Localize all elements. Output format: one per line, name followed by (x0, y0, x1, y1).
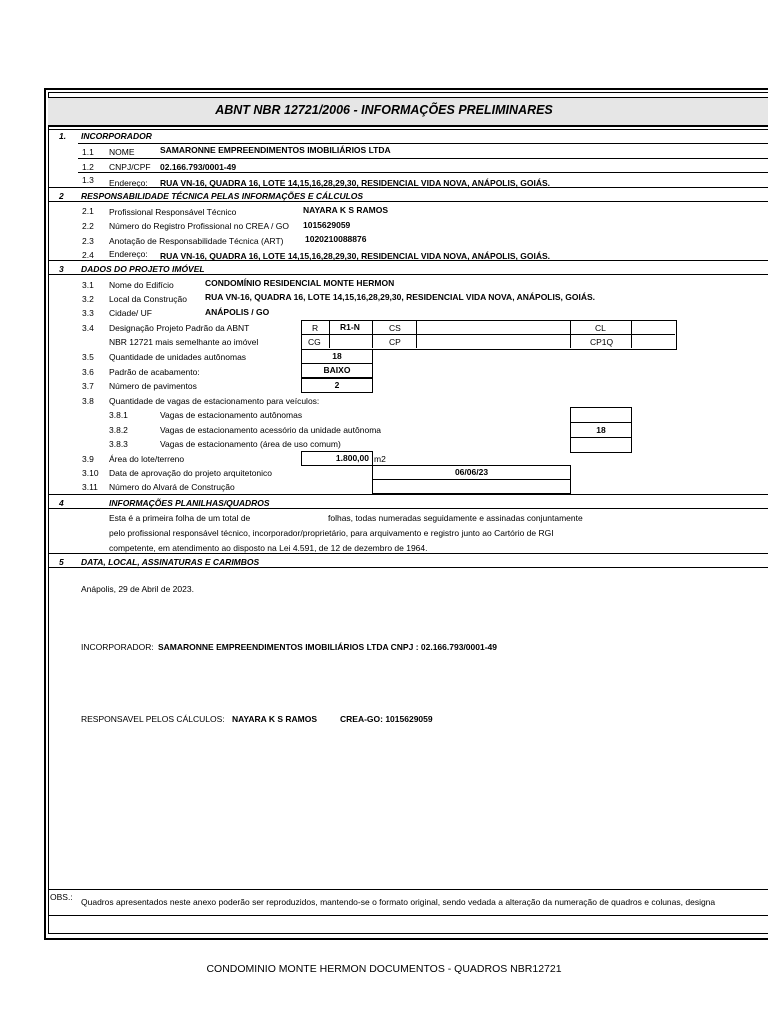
item-number: 3.8.3 (109, 439, 128, 449)
item-number: 2.2 (82, 221, 94, 231)
item-label: Número do Alvará de Construção (109, 482, 235, 492)
item-label: CNPJ/CPF (109, 162, 151, 172)
grid-line (329, 320, 330, 348)
item-number: 1.2 (82, 162, 94, 172)
item-value: RUA VN-16, QUADRA 16, LOTE 14,15,16,28,29,30, RESIDENCIAL VIDA NOVA, ANÁPOLIS, GOIÁS. (205, 292, 595, 302)
item-label: Nome do Edifício (109, 280, 174, 290)
value-box (372, 479, 571, 494)
item-label: Anotação de Responsabilidade Técnica (ART) (109, 236, 284, 246)
value-box (570, 407, 632, 423)
item-number: 2.1 (82, 206, 94, 216)
item-number: 3.1 (82, 280, 94, 290)
grid-cell-cp: CP (389, 337, 401, 347)
section-title: INFORMAÇÕES PLANILHAS/QUADROS (109, 498, 270, 508)
item-value: 06/06/23 (454, 467, 489, 477)
item-label: Número de pavimentos (109, 381, 197, 391)
divider (78, 143, 768, 144)
item-label: Número do Registro Profissional no CREA / GO (109, 221, 289, 231)
item-number: 3.6 (82, 367, 94, 377)
section-number: 5 (59, 557, 64, 567)
grid-line (372, 320, 373, 348)
item-number: 3.8 (82, 396, 94, 406)
obs-text: Quadros apresentados neste anexo poderão ser reproduzidos, mantendo-se o formato original, sendo vedada a alteração da numeração de quadros e colunas, designa (81, 897, 716, 907)
grid-line (416, 320, 417, 348)
item-label: Área do lote/terreno (109, 454, 185, 464)
item-value: CONDOMÍNIO RESIDENCIAL MONTE HERMON (205, 278, 395, 288)
item-value: 2 (334, 380, 340, 390)
divider (48, 508, 768, 509)
grid-line (631, 320, 632, 348)
section-title: RESPONSABILIDADE TÉCNICA PELAS INFORMAÇÕES E CÁLCULOS (81, 191, 364, 201)
item-label: Endereço: (109, 249, 148, 259)
text-line: competente, em atendimento ao disposto na Lei 4.591, de 12 de dezembro de 1964. (109, 543, 428, 553)
item-number: 2.3 (82, 236, 94, 246)
grid-line (570, 320, 571, 348)
item-value: 18 (332, 351, 342, 361)
item-value: 02.166.793/0001-49 (160, 162, 237, 172)
obs-label: OBS.: (50, 892, 73, 902)
item-value: RUA VN-16, QUADRA 16, LOTE 14,15,16,28,29,30, RESIDENCIAL VIDA NOVA, ANÁPOLIS, GOIÁS. (160, 178, 550, 188)
item-number: 1.1 (82, 147, 94, 157)
divider (48, 274, 768, 275)
item-value: BAIXO (323, 365, 351, 375)
divider (48, 567, 768, 568)
divider (48, 553, 768, 554)
unit-label: m2 (374, 454, 386, 464)
section-number: 4 (59, 498, 64, 508)
item-value: 1.800,00 (335, 453, 369, 463)
item-number: 3.3 (82, 308, 94, 318)
text-line: Esta é a primeira folha de um total de (109, 513, 251, 523)
date-line: Anápolis, 29 de Abril de 2023. (81, 584, 194, 594)
section-title: DATA, LOCAL, ASSINATURAS E CARIMBOS (81, 557, 260, 567)
responsavel-value: NAYARA K S RAMOS (232, 714, 318, 724)
page-footer: CONDOMINIO MONTE HERMON DOCUMENTOS - QUADROS NBR12721 (206, 963, 562, 975)
grid-cell-cl: CL (595, 323, 606, 333)
item-label: Data de aprovação do projeto arquitetonico (109, 468, 273, 478)
value-box (570, 437, 632, 453)
divider (48, 494, 768, 495)
section-number: 3 (59, 264, 64, 274)
item-value: RUA VN-16, QUADRA 16, LOTE 14,15,16,28,29,30, RESIDENCIAL VIDA NOVA, ANÁPOLIS, GOIÁS. (160, 251, 550, 261)
item-label: Local da Construção (109, 294, 187, 304)
divider (48, 915, 768, 916)
section-number: 1. (59, 131, 67, 141)
item-number: 3.8.2 (109, 425, 128, 435)
item-number: 1.3 (82, 175, 94, 185)
grid-cell-cp1q: CP1Q (590, 337, 614, 347)
section-title: DADOS DO PROJETO IMÓVEL (81, 264, 205, 274)
item-value: 18 (596, 425, 606, 435)
item-number: 3.11 (82, 482, 98, 492)
item-number: 3.8.1 (109, 410, 128, 420)
item-value: SAMARONNE EMPREENDIMENTOS IMOBILIÁRIOS LTDA (160, 145, 391, 155)
item-number: 3.2 (82, 294, 94, 304)
divider (78, 158, 768, 159)
incorporador-value: SAMARONNE EMPREENDIMENTOS IMOBILIÁRIOS LTDA CNPJ : 02.166.793/0001-49 (158, 642, 497, 652)
item-label: Endereço: (109, 178, 148, 188)
item-number: 3.5 (82, 352, 94, 362)
grid-cell-r: R (312, 323, 319, 333)
grid-cell-cg: CG (308, 337, 321, 347)
divider (78, 172, 768, 173)
grid-cell-r-value: R1-N (340, 322, 360, 332)
incorporador-label: INCORPORADOR: (81, 642, 154, 652)
item-label: Designação Projeto Padrão da ABNT (109, 323, 250, 333)
page-title: ABNT NBR 12721/2006 - INFORMAÇÕES PRELIMINARES (215, 103, 553, 117)
divider (48, 201, 768, 202)
item-label: NBR 12721 mais semelhante ao imóvel (109, 337, 259, 347)
divider (48, 129, 768, 130)
item-label: Vagas de estacionamento autônomas (160, 410, 303, 420)
item-number: 3.7 (82, 381, 94, 391)
item-label: Padrão de acabamento: (109, 367, 200, 377)
grid-cell-cs: CS (389, 323, 401, 333)
item-value: ANÁPOLIS / GO (205, 307, 270, 317)
item-value: 1020210088876 (305, 234, 367, 244)
item-number: 3.4 (82, 323, 94, 333)
section-number: 2 (59, 191, 64, 201)
item-number: 2.4 (82, 250, 94, 260)
item-label: Profissional Responsável Técnico (109, 207, 237, 217)
text-line: folhas, todas numeradas seguidamente e assinadas conjuntamente (328, 513, 583, 523)
item-label: NOME (109, 147, 135, 157)
divider (48, 889, 768, 890)
grid-line (301, 334, 675, 335)
item-value: 1015629059 (303, 220, 351, 230)
responsavel-label: RESPONSAVEL PELOS CÁLCULOS: (81, 714, 225, 724)
crea-value: CREA-GO: 1015629059 (340, 714, 433, 724)
item-label: Vagas de estacionamento (área de uso comum) (160, 439, 341, 449)
item-label: Vagas de estacionamento acessório da unidade autônoma (160, 425, 381, 435)
item-number: 3.10 (82, 468, 99, 478)
item-label: Quantidade de unidades autônomas (109, 352, 247, 362)
item-value: NAYARA K S RAMOS (303, 205, 389, 215)
item-label: Cidade/ UF (109, 308, 152, 318)
item-number: 3.9 (82, 454, 94, 464)
section-title: INCORPORADOR (81, 131, 152, 141)
text-line: pelo profissional responsável técnico, incorporador/proprietário, para arquivamento e registro junto ao Cartório de RGI (109, 528, 554, 538)
item-label: Quantidade de vagas de estacionamento para veículos: (109, 396, 320, 406)
